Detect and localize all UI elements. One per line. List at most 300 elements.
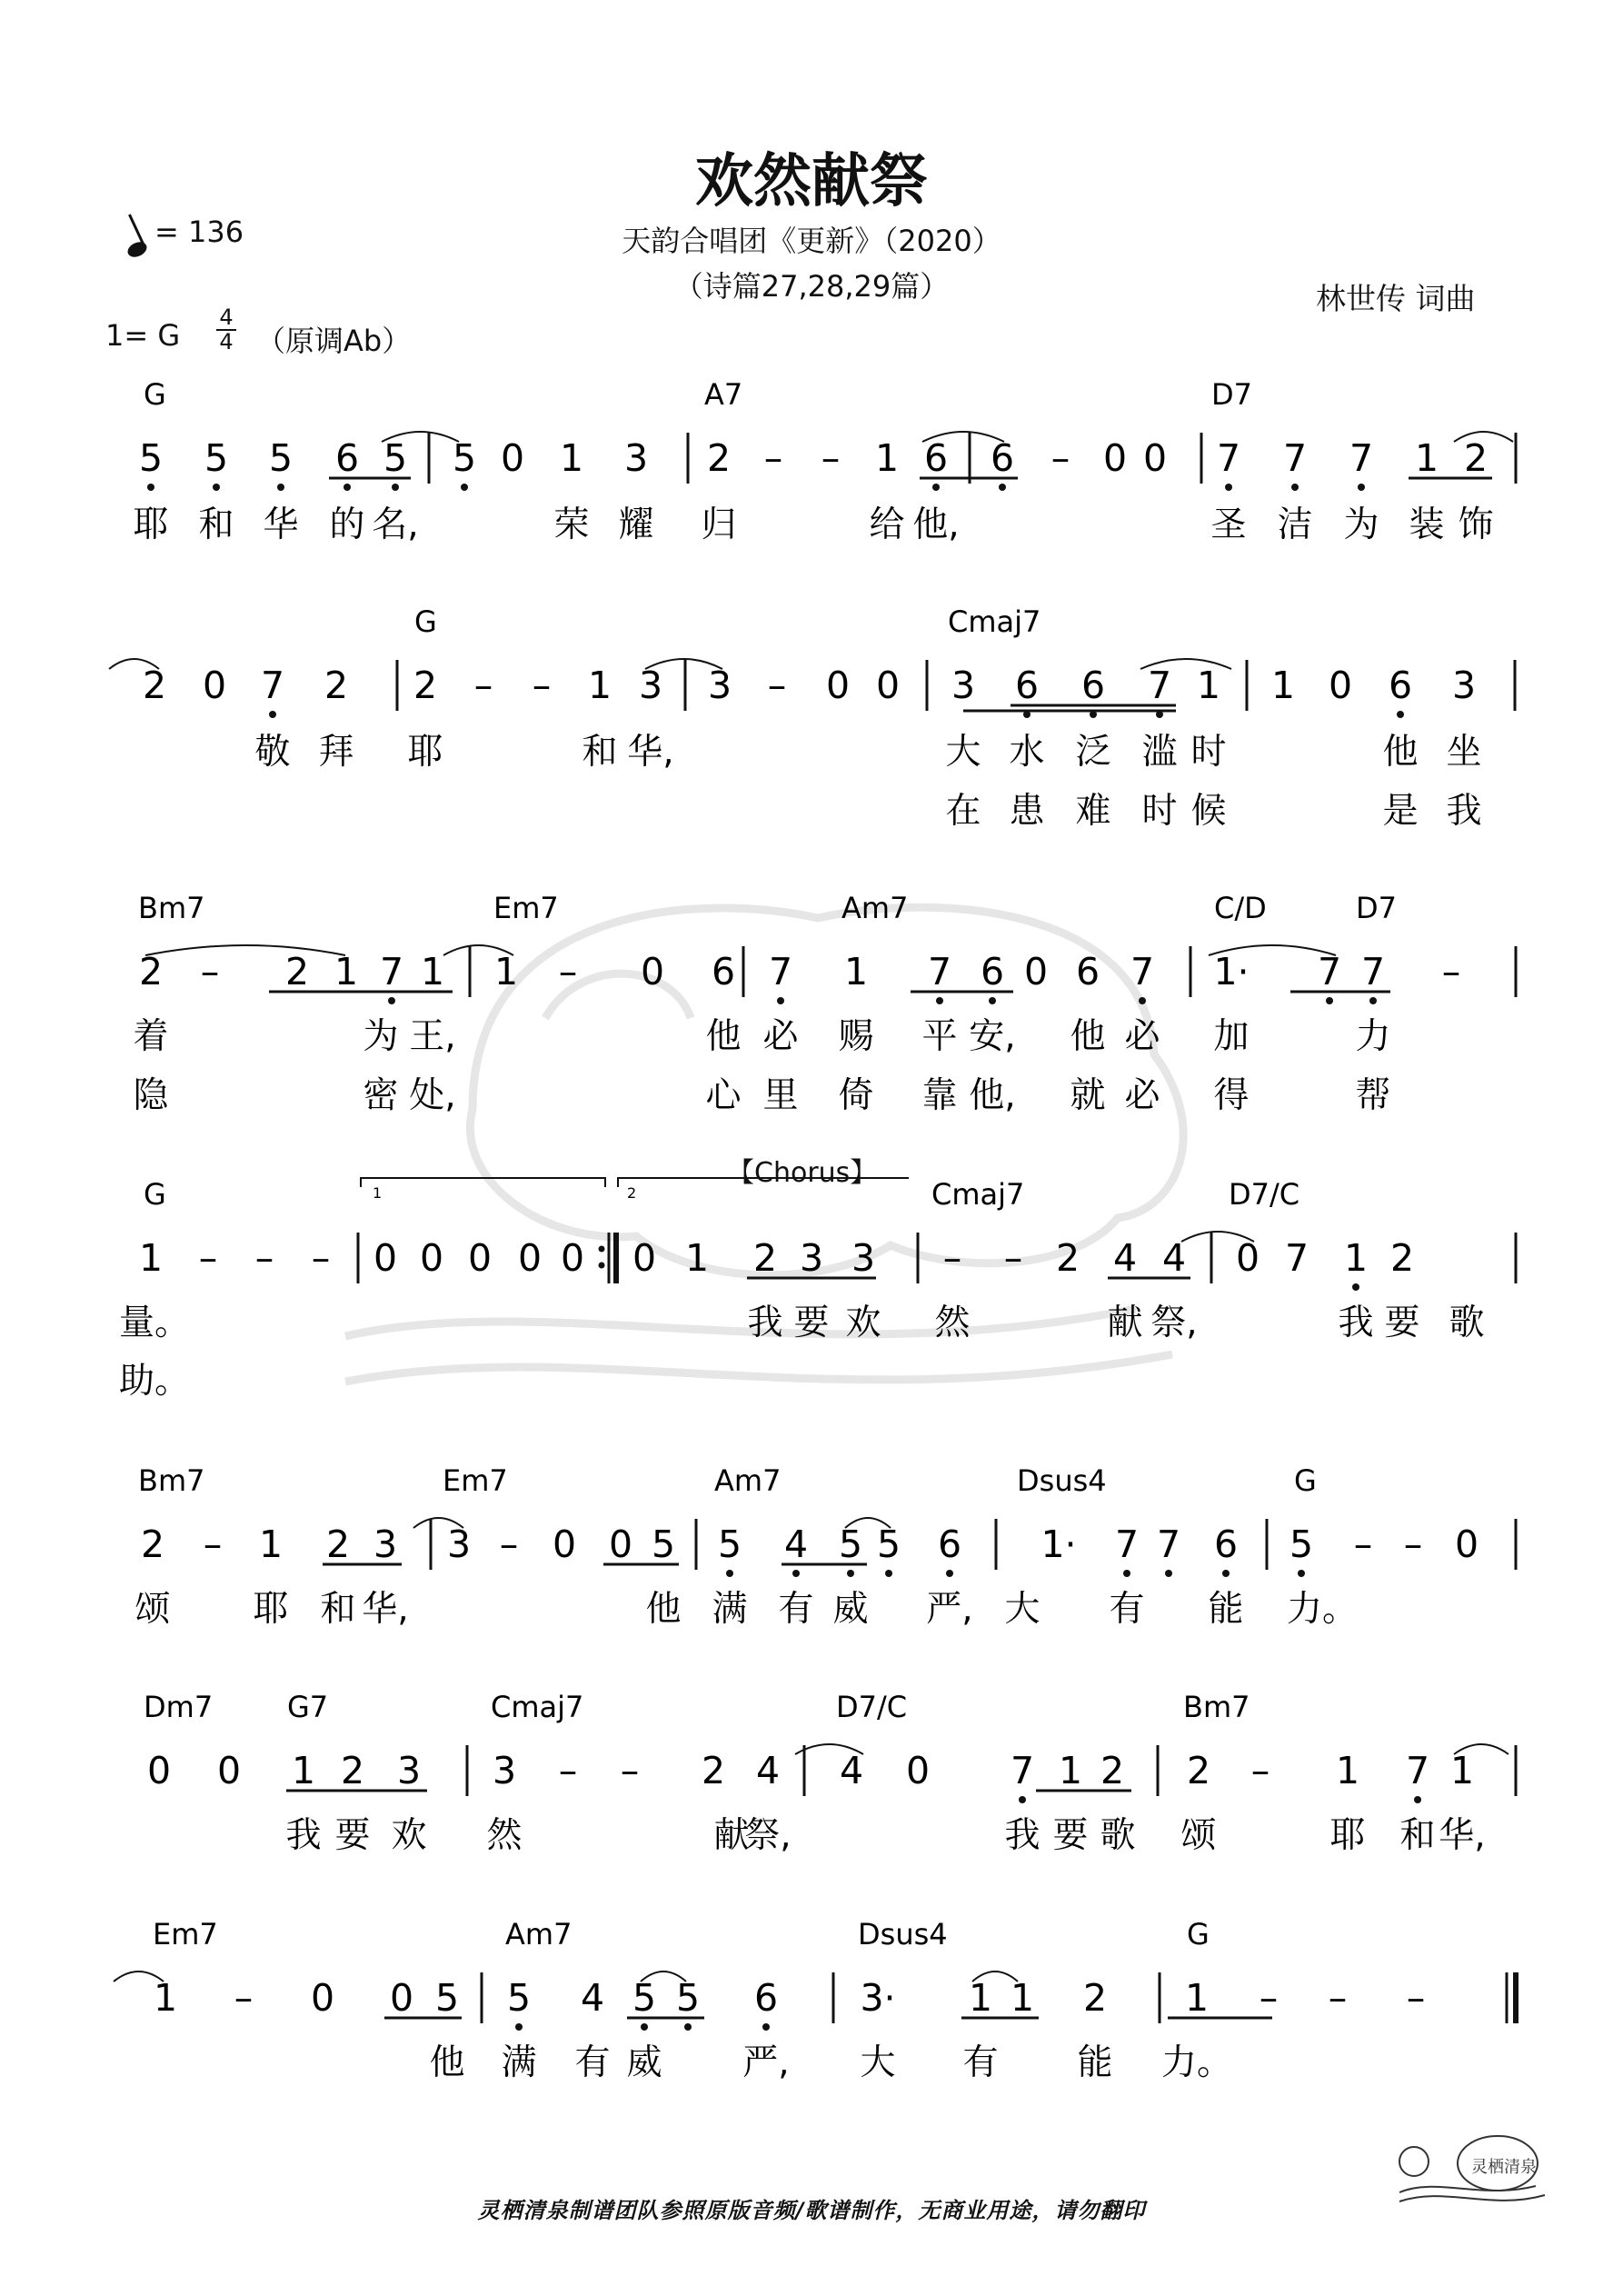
lyric-syllable: 满 xyxy=(501,2042,537,2083)
note: 2 xyxy=(142,664,167,707)
chord-symbol: G xyxy=(144,377,166,412)
note: 3 xyxy=(396,1749,422,1792)
low-octave-dot xyxy=(1156,711,1163,718)
low-octave-dot xyxy=(1414,1796,1421,1803)
lyric-syllable: 威 xyxy=(832,1589,869,1630)
chord-symbol: G xyxy=(1187,1917,1210,1952)
note: 0 xyxy=(500,436,525,480)
chord-symbol: Am7 xyxy=(505,1917,573,1952)
lyric-syllable: 助。 xyxy=(118,1361,191,1402)
lyric-syllable: 我 xyxy=(1446,791,1482,832)
lyric-syllable: 有 xyxy=(1109,1589,1145,1630)
note: 6 xyxy=(990,436,1015,480)
lyric-syllable: 华 xyxy=(263,504,299,545)
note: 1 xyxy=(1270,664,1296,707)
note: 0 xyxy=(1235,1236,1260,1280)
lyric-syllable: 力 xyxy=(1355,1016,1391,1057)
lyric-syllable: 能 xyxy=(1077,2042,1113,2083)
chord-symbol: D7 xyxy=(1211,377,1252,412)
lyric-syllable: 归 xyxy=(701,504,737,545)
notes xyxy=(139,436,1488,2020)
note: 5 xyxy=(632,1976,657,2020)
lyric-syllable: 耶 xyxy=(407,732,443,773)
composer-credit: 林世传 词曲 xyxy=(1316,281,1476,316)
lyric-syllable: 我 xyxy=(285,1815,322,1856)
note: 0 xyxy=(419,1236,444,1280)
lyric-syllable: 我 xyxy=(747,1303,783,1343)
note: 0 xyxy=(216,1749,242,1792)
lyric-syllable: 加 xyxy=(1213,1016,1250,1057)
chord-symbol: G xyxy=(414,604,437,639)
note: – xyxy=(942,1236,962,1280)
note: 1· xyxy=(1213,950,1250,993)
note: 0 xyxy=(640,950,665,993)
time-top: 4 xyxy=(219,304,234,330)
note: 2 xyxy=(140,1522,165,1566)
lyric-syllable: 献 xyxy=(1107,1303,1143,1343)
lyric-syllable: 必 xyxy=(762,1016,799,1057)
lyric-syllable: 隐 xyxy=(133,1075,169,1116)
note: – xyxy=(203,1522,223,1566)
lyric-syllable: 安, xyxy=(969,1016,1016,1057)
note: – xyxy=(254,1236,274,1280)
note: 5 xyxy=(675,1976,701,2020)
note: 1 xyxy=(258,1522,284,1566)
note: 3 xyxy=(707,664,732,707)
low-octave-dot xyxy=(1291,484,1299,491)
lyric-syllable: 祭, xyxy=(1150,1303,1198,1343)
note: – xyxy=(763,436,783,480)
note: 4 xyxy=(1161,1236,1187,1280)
lyric-syllable: 力。 xyxy=(1286,1589,1359,1630)
note: 7 xyxy=(1317,950,1342,993)
lyric-syllable: 候 xyxy=(1190,791,1227,832)
chord-symbol: D7/C xyxy=(836,1690,908,1724)
chord-symbol: Am7 xyxy=(841,891,909,925)
low-octave-dot xyxy=(932,484,940,491)
note: 1 xyxy=(1010,1976,1035,2020)
low-octave-dot xyxy=(277,484,284,491)
psalm-reference: （诗篇27,28,29篇） xyxy=(673,269,950,304)
chord-symbol: Bm7 xyxy=(138,891,205,925)
note: 1 xyxy=(493,950,519,993)
lyric-syllable: 心 xyxy=(705,1075,742,1116)
lyric-syllable: 他 xyxy=(429,2042,465,2083)
lyric-syllable: 要 xyxy=(793,1303,830,1343)
chord-symbol: Bm7 xyxy=(138,1463,205,1498)
lyric-syllable: 时 xyxy=(1190,732,1227,773)
note: 0 xyxy=(560,1236,585,1280)
lyric-syllable: 得 xyxy=(1213,1075,1250,1116)
note: 7 xyxy=(927,950,952,993)
note: 2 xyxy=(701,1749,726,1792)
lyric-syllable: 时 xyxy=(1141,791,1178,832)
low-octave-dot xyxy=(847,1570,854,1577)
low-octave-dot xyxy=(1090,711,1097,718)
low-octave-dot xyxy=(1358,484,1365,491)
note: 3 xyxy=(1451,664,1477,707)
chord-symbol: Em7 xyxy=(153,1917,218,1952)
lyric-syllable: 平 xyxy=(921,1016,958,1057)
lyric-syllable: 和 xyxy=(1399,1815,1436,1856)
note: 4 xyxy=(1112,1236,1138,1280)
lyric-syllable: 圣 xyxy=(1210,504,1247,545)
note: 0 xyxy=(517,1236,543,1280)
lyric-syllable: 要 xyxy=(1384,1303,1420,1343)
note: 2 xyxy=(340,1749,365,1792)
tie xyxy=(145,945,345,955)
low-octave-dot xyxy=(1298,1570,1305,1577)
note: 7 xyxy=(1360,950,1386,993)
note: 7 xyxy=(1156,1522,1181,1566)
note: – xyxy=(1328,1976,1348,2020)
low-octave-dot xyxy=(726,1570,733,1577)
lyric-syllable: 颂 xyxy=(1180,1815,1217,1856)
lyrics xyxy=(119,504,1494,2083)
note: 0 xyxy=(552,1522,577,1566)
lyric-syllable: 水 xyxy=(1009,732,1045,773)
note: 2 xyxy=(1055,1236,1080,1280)
note: 3 xyxy=(373,1522,398,1566)
lyric-syllable: 严, xyxy=(742,2042,790,2083)
note: 0 xyxy=(373,1236,398,1280)
lyric-syllable: 他 xyxy=(1382,732,1419,773)
lyric-syllable: 要 xyxy=(1052,1815,1089,1856)
lyric-syllable: 就 xyxy=(1070,1075,1106,1116)
note: 2 xyxy=(1463,436,1489,480)
note: – xyxy=(821,436,841,480)
note: – xyxy=(558,1749,578,1792)
lyric-syllable: 然 xyxy=(486,1815,523,1856)
note: 7 xyxy=(1114,1522,1140,1566)
note: 3 xyxy=(799,1236,824,1280)
low-octave-dot xyxy=(213,484,220,491)
lyric-syllable: 祭, xyxy=(744,1815,792,1856)
lyric-syllable: 严, xyxy=(926,1589,973,1630)
note: 6 xyxy=(923,436,949,480)
note: 0 xyxy=(905,1749,931,1792)
note: 5 xyxy=(138,436,164,480)
lyric-syllable: 华, xyxy=(1439,1815,1486,1856)
note: 6 xyxy=(1080,664,1106,707)
note: 1 xyxy=(559,436,584,480)
note: 0 xyxy=(1328,664,1353,707)
note: 1 xyxy=(1449,1749,1475,1792)
chord-symbol: Bm7 xyxy=(1183,1690,1250,1724)
note: – xyxy=(1406,1976,1426,2020)
low-octave-dot xyxy=(1019,1796,1026,1803)
low-octave-dot xyxy=(1326,997,1333,1004)
original-key: （原调Ab） xyxy=(256,324,412,358)
lyric-syllable: 的 xyxy=(329,504,365,545)
note: 5 xyxy=(651,1522,676,1566)
note: 6 xyxy=(1014,664,1040,707)
repeat-dot xyxy=(599,1263,605,1269)
lyric-syllable: 为 xyxy=(1343,504,1379,545)
note: 1 xyxy=(1184,1976,1210,2020)
low-octave-dot xyxy=(641,2023,648,2031)
lyric-syllable: 他 xyxy=(705,1016,742,1057)
note: 0 xyxy=(389,1976,414,2020)
low-octave-dot xyxy=(1352,1283,1359,1291)
chord-symbol: D7 xyxy=(1356,891,1397,925)
note: – xyxy=(767,664,787,707)
note: 1 xyxy=(420,950,445,993)
volta-2: 2 xyxy=(627,1184,637,1202)
note: 7 xyxy=(1216,436,1241,480)
lyric-syllable: 敬 xyxy=(254,732,291,773)
note: 5 xyxy=(876,1522,901,1566)
lyric-syllable: 给 xyxy=(869,504,905,545)
low-octave-dot xyxy=(388,997,395,1004)
note: 0 xyxy=(1023,950,1049,993)
lyric-syllable: 泛 xyxy=(1075,732,1111,773)
note: 3 xyxy=(446,1522,472,1566)
chord-symbol: G7 xyxy=(287,1690,329,1724)
chord-symbol: A7 xyxy=(704,377,743,412)
note: 1 xyxy=(874,436,900,480)
note: – xyxy=(499,1522,519,1566)
note: – xyxy=(1050,436,1070,480)
low-octave-dot xyxy=(269,711,276,718)
note: 0 xyxy=(310,1976,335,2020)
lyric-syllable: 和 xyxy=(198,504,234,545)
lyric-syllable: 威 xyxy=(626,2042,662,2083)
note: 7 xyxy=(1282,436,1308,480)
note: – xyxy=(234,1976,254,2020)
lyric-syllable: 大 xyxy=(1004,1589,1041,1630)
note: – xyxy=(1353,1522,1373,1566)
note: 6 xyxy=(937,1522,962,1566)
lyric-syllable: 洁 xyxy=(1277,504,1313,545)
chord-symbol: Em7 xyxy=(493,891,559,925)
low-octave-dot xyxy=(392,484,399,491)
low-octave-dot xyxy=(936,997,943,1004)
tempo-value: = 136 xyxy=(154,215,244,249)
lyric-syllable: 欢 xyxy=(391,1815,427,1856)
note: 1 xyxy=(1414,436,1439,480)
lyric-syllable: 能 xyxy=(1208,1589,1244,1630)
note: 1 xyxy=(334,950,359,993)
note: – xyxy=(198,1236,218,1280)
note: 4 xyxy=(839,1749,864,1792)
note: 6 xyxy=(711,950,736,993)
lyric-syllable: 在 xyxy=(945,791,981,832)
lyric-syllable: 满 xyxy=(712,1589,748,1630)
note: 7 xyxy=(1130,950,1155,993)
note: 0 xyxy=(608,1522,633,1566)
note: 1 xyxy=(684,1236,710,1280)
lyric-syllable: 拜 xyxy=(318,732,354,773)
lyric-syllable: 着 xyxy=(133,1016,169,1057)
chord-symbol: Dsus4 xyxy=(858,1917,948,1952)
lyric-syllable: 我 xyxy=(1004,1815,1041,1856)
lyric-syllable: 歌 xyxy=(1100,1815,1136,1856)
note: – xyxy=(1441,950,1461,993)
note: 2 xyxy=(1389,1236,1415,1280)
note: 1 xyxy=(587,664,612,707)
note: – xyxy=(200,950,220,993)
note: – xyxy=(1403,1522,1423,1566)
lyric-syllable: 力。 xyxy=(1160,2042,1233,2083)
song-title: 欢然献祭 xyxy=(695,148,928,215)
lyric-syllable: 耶 xyxy=(1329,1815,1366,1856)
low-octave-dot xyxy=(1397,711,1404,718)
low-octave-dot xyxy=(1023,711,1031,718)
lyric-syllable: 有 xyxy=(574,2042,611,2083)
note: 5 xyxy=(1289,1522,1314,1566)
low-octave-dot xyxy=(1123,1570,1130,1577)
note: 3 xyxy=(851,1236,876,1280)
lyric-syllable: 他, xyxy=(912,504,960,545)
note: 1 xyxy=(291,1749,316,1792)
chord-symbol: G xyxy=(1294,1463,1317,1498)
note: 1 xyxy=(1335,1749,1360,1792)
note: 7 xyxy=(1010,1749,1035,1792)
low-octave-dot xyxy=(1165,1570,1172,1577)
ties-and-slurs xyxy=(109,432,1513,1982)
lyric-syllable: 倚 xyxy=(838,1075,874,1116)
low-octave-dot xyxy=(885,1570,892,1577)
chord-symbol: Dm7 xyxy=(144,1690,214,1724)
note: 7 xyxy=(768,950,793,993)
lyric-syllable: 耶 xyxy=(253,1589,289,1630)
lyric-syllable: 装 xyxy=(1409,504,1445,545)
low-octave-dot xyxy=(515,2023,523,2031)
lyric-syllable: 献 xyxy=(713,1815,750,1856)
lyric-syllable: 赐 xyxy=(838,1016,874,1057)
note: 7 xyxy=(379,950,404,993)
note: 2 xyxy=(1082,1976,1108,2020)
note: 5 xyxy=(383,436,408,480)
note: 3 xyxy=(638,664,663,707)
note: 0 xyxy=(1454,1522,1479,1566)
low-octave-dot xyxy=(1225,484,1232,491)
note: 1 xyxy=(153,1976,178,2020)
chord-symbol: D7/C xyxy=(1229,1177,1300,1212)
note: 0 xyxy=(467,1236,493,1280)
lyric-syllable: 我 xyxy=(1338,1303,1374,1343)
low-octave-dot xyxy=(344,484,351,491)
lyric-syllable: 帮 xyxy=(1355,1075,1391,1116)
note: 7 xyxy=(1405,1749,1430,1792)
chorus-label: 【Chorus】 xyxy=(727,1157,878,1189)
lyric-syllable: 必 xyxy=(1124,1075,1160,1116)
note: 5 xyxy=(717,1522,742,1566)
lyric-syllable: 里 xyxy=(762,1075,799,1116)
note: 1· xyxy=(1041,1522,1077,1566)
note: 7 xyxy=(260,664,285,707)
lyric-syllable: 耀 xyxy=(618,504,654,545)
note: 4 xyxy=(755,1749,781,1792)
lyric-syllable: 坐 xyxy=(1446,732,1482,773)
lyric-syllable: 处, xyxy=(409,1075,456,1116)
note: 6 xyxy=(753,1976,779,2020)
note: – xyxy=(311,1236,331,1280)
note: 2 xyxy=(752,1236,778,1280)
lyric-syllable: 他, xyxy=(969,1075,1016,1116)
lyric-syllable: 欢 xyxy=(845,1303,881,1343)
note: 5 xyxy=(204,436,229,480)
footer-note: 灵栖清泉制谱团队参照原版音频/歌谱制作，无商业用途，请勿翻印 xyxy=(477,2198,1146,2223)
note: 3 xyxy=(492,1749,517,1792)
low-octave-dot xyxy=(1139,997,1146,1004)
lyric-syllable: 必 xyxy=(1124,1016,1160,1057)
note: – xyxy=(1250,1749,1270,1792)
note: 0 xyxy=(875,664,901,707)
low-octave-dot xyxy=(777,997,784,1004)
lyric-syllable: 饰 xyxy=(1458,504,1494,545)
low-octave-dot xyxy=(762,2023,770,2031)
note: 3· xyxy=(860,1976,896,2020)
lyric-syllable: 华, xyxy=(362,1589,409,1630)
lyric-syllable: 量。 xyxy=(118,1303,191,1343)
note: 2 xyxy=(1186,1749,1211,1792)
lyric-syllable: 滥 xyxy=(1141,732,1178,773)
lyric-syllable: 然 xyxy=(934,1303,971,1343)
lyric-syllable: 和 xyxy=(582,732,618,773)
low-octave-dot xyxy=(946,1570,953,1577)
note: 0 xyxy=(146,1749,172,1792)
octave-dots xyxy=(147,484,1421,2031)
low-octave-dot xyxy=(792,1570,800,1577)
note: 1 xyxy=(138,1236,164,1280)
note: 4 xyxy=(783,1522,809,1566)
note: 3 xyxy=(951,664,976,707)
lyric-syllable: 大 xyxy=(945,732,981,773)
note: 2 xyxy=(138,950,164,993)
note: 5 xyxy=(452,436,477,480)
chord-symbol: Dsus4 xyxy=(1017,1463,1107,1498)
low-octave-dot xyxy=(461,484,468,491)
note: 6 xyxy=(980,950,1005,993)
note: 5 xyxy=(268,436,294,480)
chord-symbol: G xyxy=(144,1177,166,1212)
note: – xyxy=(532,664,552,707)
note: 6 xyxy=(334,436,360,480)
lyric-syllable: 他 xyxy=(1070,1016,1106,1057)
lyric-syllable: 为 xyxy=(363,1016,399,1057)
note: 1 xyxy=(1196,664,1221,707)
repeat-dot xyxy=(599,1246,605,1253)
chord-symbol: Cmaj7 xyxy=(948,604,1041,639)
lyric-syllable: 华, xyxy=(627,732,674,773)
lyric-syllable: 要 xyxy=(334,1815,371,1856)
note: 0 xyxy=(1102,436,1128,480)
lyric-syllable: 患 xyxy=(1009,791,1045,832)
lyric-syllable: 歌 xyxy=(1449,1303,1485,1343)
chord-symbol: Am7 xyxy=(714,1463,782,1498)
note: – xyxy=(1259,1976,1279,2020)
low-octave-dot xyxy=(999,484,1006,491)
note: 0 xyxy=(202,664,227,707)
note: 2 xyxy=(1100,1749,1125,1792)
low-octave-dot xyxy=(684,2023,692,2031)
lyric-syllable: 靠 xyxy=(921,1075,958,1116)
note: – xyxy=(620,1749,640,1792)
note: – xyxy=(558,950,578,993)
lyric-syllable: 大 xyxy=(860,2042,896,2083)
low-octave-dot xyxy=(1222,1570,1230,1577)
volta-1: 1 xyxy=(373,1184,383,1202)
time-bottom: 4 xyxy=(219,329,234,354)
lyric-syllable: 有 xyxy=(962,2042,999,2083)
note: 1 xyxy=(1343,1236,1369,1280)
lyric-syllable: 密 xyxy=(363,1075,399,1116)
note: 5 xyxy=(506,1976,532,2020)
low-octave-dot xyxy=(1369,997,1377,1004)
note: – xyxy=(1003,1236,1023,1280)
